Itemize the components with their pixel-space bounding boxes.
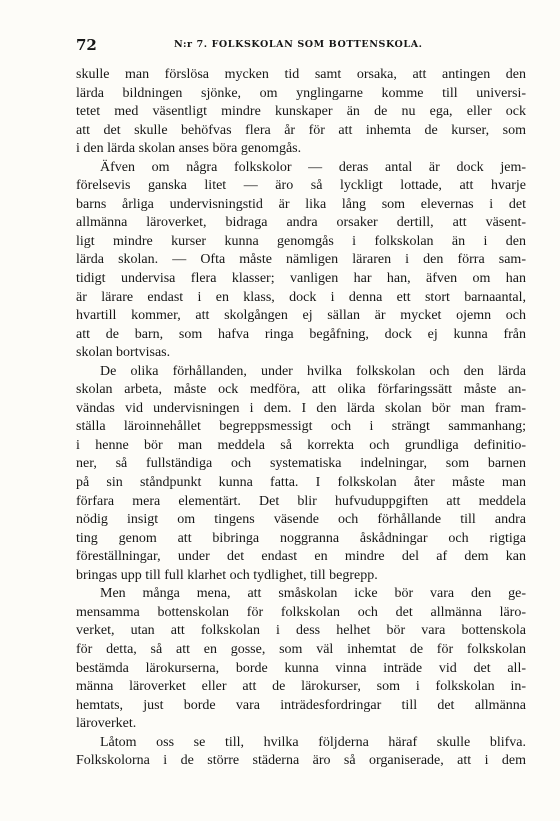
body-text — [76, 66, 526, 771]
text-line: att det skulle behöfvas flera år för att inhemta de kurser, som — [76, 122, 526, 138]
text-line: verket, utan att folkskolan i dess helhet bör vara bottenskola — [76, 623, 526, 639]
page-number: 72 — [76, 36, 97, 54]
text-line: skolan arbeta, måste ock medföra, att olika förfaringssätt måste an- — [76, 382, 526, 398]
text-line: i henne bör man meddela så korrekta och grundliga definitio- — [76, 437, 526, 453]
page-header — [76, 36, 512, 58]
text-line: i den lärda skolan anses böra genomgås. — [76, 141, 302, 157]
text-line: bringas upp till full klarhet och tydlighet, till begrepp. — [76, 567, 378, 583]
text-line: lärda skolan. — Ofta måste nämligen läraren i den förra sam- — [76, 252, 526, 268]
text-line: ner, så fullständiga och systematiska indelningar, som barnen — [76, 456, 526, 472]
text-line: förfara mera elementärt. Det blir hufvuduppgiften att meddela — [76, 493, 526, 509]
text-line: Men många mena, att småskolan icke bör vara den ge- — [100, 586, 526, 602]
text-line: hemtats, just borde vara inträdesfordringar till det allmänna — [76, 697, 526, 713]
text-line: ligt mindre kurser kunna genomgås i folkskolan än i den — [76, 233, 526, 249]
text-line: är lärare endast i en klass, dock i denna ett stort barnaantal, — [76, 289, 526, 305]
text-line: förelsevis ganska litet — äro så lyckligt lottade, att hvarje — [76, 178, 526, 194]
text-line: läroverket. — [76, 716, 137, 732]
text-line: tetet med väsentligt mindre kunskaper än de nu ega, eller ock — [76, 104, 526, 120]
text-line: på sin ståndpunkt kunna fatta. I folkskolan åter måste man — [76, 475, 526, 491]
text-line: Låtom oss se till, hvilka följderna häraf skulle blifva. — [100, 734, 526, 750]
text-line: ställa läroinnehållet begreppsmessigt och i strängt sammanhang; — [76, 419, 526, 435]
text-line: bestämda lärokurserna, borde kunna vinna inträde vid det all- — [76, 660, 526, 676]
text-line: barns årliga undervisningstid är lika lång som elevernas i det — [76, 196, 526, 212]
text-line: Äfven om några folkskolor — deras antal är dock jem- — [100, 159, 526, 175]
text-line: mensamma bottenskolan för folkskolan och det allmänna läro- — [76, 604, 526, 620]
text-line: De olika förhållanden, under hvilka folkskolan och den lärda — [100, 363, 526, 379]
text-line: tidigt undervisa flera klasser; vanligen har han, äfven om han — [76, 271, 526, 287]
text-line: för detta, så att en gosse, som väl inhemtat de för folkskolan — [76, 641, 526, 657]
text-line: ting genom att bibringa noggranna åskådningar och rigtiga — [76, 530, 526, 546]
text-line: vändas vid undervisningen i dem. I den lärda skolan bör man fram- — [76, 400, 526, 416]
text-line: Folkskolorna i de större städerna äro så organiserade, att i dem — [76, 753, 526, 769]
text-line: hvartill kommer, att skolgången ej sällan är mycket ojemn och — [76, 308, 526, 324]
running-title: N:r 7. FOLKSKOLAN SOM BOTTENSKOLA. — [174, 39, 423, 50]
text-line: skulle man förslösa mycken tid samt orsaka, att antingen den — [76, 67, 526, 82]
text-line: lärda bildningen sjönke, om ynglingarne komme till universi- — [76, 85, 526, 101]
text-line: skolan bortvisas. — [76, 345, 171, 361]
text-line: föreställningar, under det endast en mindre del af dem kan — [76, 549, 526, 565]
text-line: att de barn, som hafva ringa begåfning, dock ej kunna från — [76, 326, 526, 342]
text-line: nödig insigt om tingens väsende och förhållande till andra — [76, 512, 526, 528]
text-line: männa läroverket eller att de lärokurser, som i folkskolan in- — [76, 679, 526, 695]
text-line: allmänna läroverket, bidraga andra orsaker dertill, att väsent- — [76, 215, 526, 231]
